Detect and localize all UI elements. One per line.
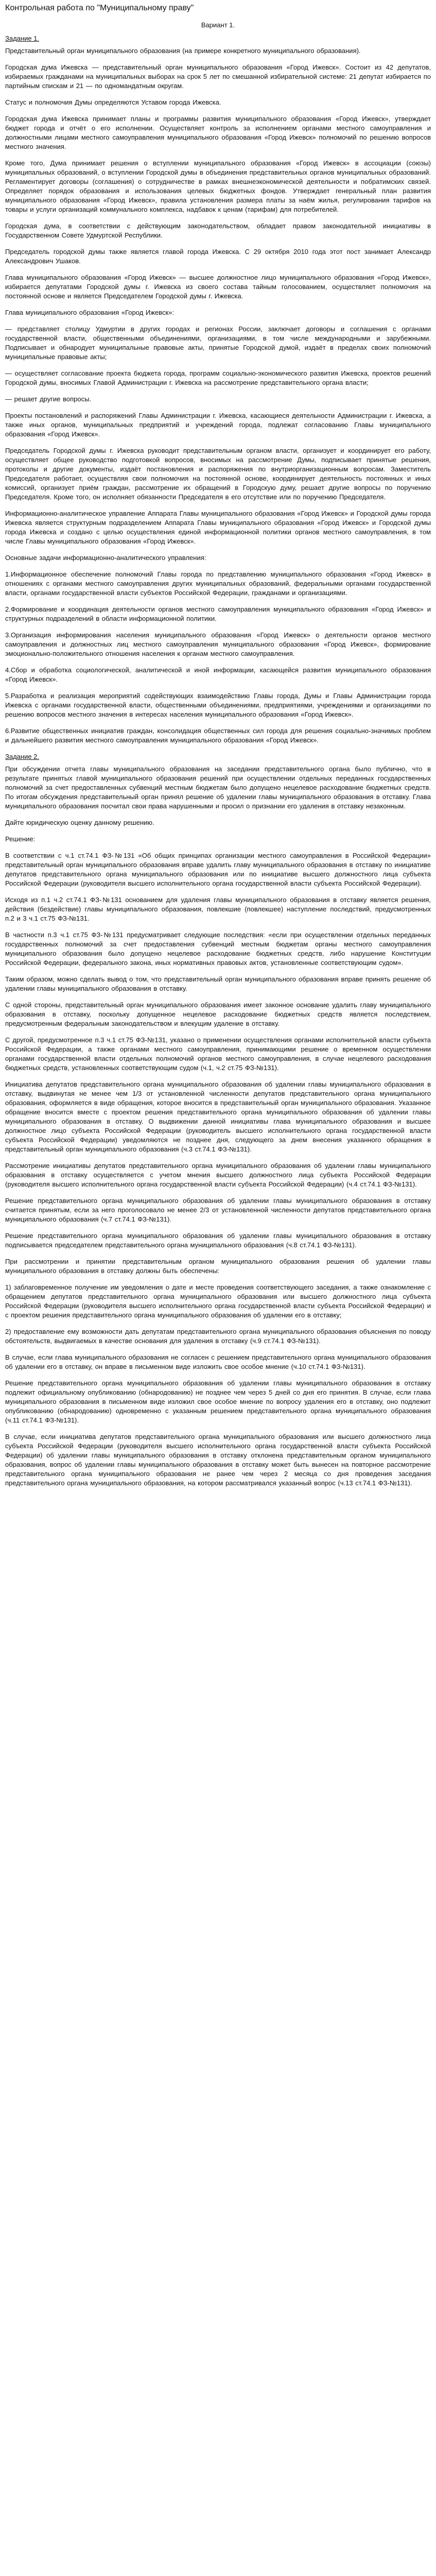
task1-paragraph: Председатель городской думы также является главой города Ижевска. С 29 октября 2010 года этот пост занимает Александр Александрович Ушаков.	[5, 248, 431, 265]
task2-paragraph: Решение:	[5, 835, 36, 843]
task1-paragraph: Проекты постановлений и распоряжений Главы Администрации г. Ижевска, касающиеся деятельности Администрации г. Ижевска, а также иных органов, муниципальных предприятий и учреждений города, подлежат согласованию Главы муниципального образования «Город Ижевск».	[5, 412, 431, 438]
task2-paragraph: Таким образом, можно сделать вывод о том, что представительный орган муниципального образования вправе принять решение об удалении главы муниципального образования в отставку.	[5, 975, 431, 992]
variant-heading: Вариант 1.	[201, 21, 235, 29]
task1-paragraph: 4.Сбор и обработка социологической, аналитической и иной информации, касающейся развития муниципального образования «Город Ижевск».	[5, 666, 431, 683]
task1-paragraph: Глава муниципального образования «Город Ижевск»:	[5, 309, 174, 316]
task1-paragraph: 1.Информационное обеспечение полномочий Главы города по представлению муниципального образования «Город Ижевск» в отношениях с органами местного самоуправления других муниципальных образований, федеральными органами государственной власти, органами государственной власти субъектов Российской Федерации, гражданами и организациями.	[5, 570, 431, 597]
task2-paragraph: В случае, если глава муниципального образования не согласен с решением представительного органа муниципального образования об удалении его в отставку, он вправе в письменном виде изложить свое особое мнение (ч.10 ст.74.1 ФЗ-№131).	[5, 1353, 431, 1370]
task1-paragraph: Кроме того, Дума принимает решения о вступлении муниципального образования «Город Ижевск» в ассоциации (союзы) муниципальных образований, о вступлении Городской думы в объединения представительных органов муниципальных образований. Регламентирует договоры (соглашения) о сотрудничестве в рамках внешнеэкономической деятельности и побратимских связей. Определяет порядок образования и использования целевых бюджетных фондов. Утверждает генеральный план развития муниципального образования «Город Ижевск», правила установления размера платы за наём жилья, регулирования тарифов на товары и услуги организаций коммунального комплекса, надбавок к ценам (тарифам) для потребителей.	[5, 159, 431, 213]
task1-paragraph: 2.Формирование и координация деятельности органов местного самоуправления муниципального образования «Город Ижевск» и структурных подразделений в области информационной политики.	[5, 605, 431, 622]
task1-paragraph: Статус и полномочия Думы определяются Уставом города Ижевска.	[5, 98, 221, 106]
task2-paragraph: В случае, если инициатива депутатов представительного органа муниципального образования или высшего должностного лица субъекта Российской Федерации (руководителя высшего исполнительного органа государственной власти субъекта Российской Федерации) об удалении главы муниципального образования в отставку отклонена представительным органом муниципального образования, вопрос об удалении главы муниципального образования в отставку может быть вынесен на повторное рассмотрение представительного органа муниципального образования не ранее чем через 2 месяца со дня проведения заседания представительного органа муниципального образования, на котором рассматривался указанный вопрос (ч.13 ст.74.1 ФЗ-№131).	[5, 1433, 431, 1487]
task1-paragraph: — решает другие вопросы.	[5, 395, 92, 403]
task1-paragraph: Председатель Городской думы г. Ижевска руководит представительным органом власти, организует и координирует его работу, осуществляет общее руководство подготовкой вопросов, вносимых на рассмотрение Думы, подписывает принятые решения, протоколы и другие документы, издаёт постановления и распоряжения по внутриорганизационным вопросам. Заместитель Председателя работает, осуществляя свои полномочия на постоянной основе, координирует деятельность постоянных и иных комиссий, организует приём граждан, рассмотрение их обращений в Городскую думу, решает другие вопросы по поручению Председателя. Кроме того, он исполняет обязанности Председателя в его отсутствие или по поручению Председателя.	[5, 447, 431, 501]
task1-paragraph: 5.Разработка и реализация мероприятий содействующих взаимодействию Главы города, Думы и Главы Администрации города Ижевска с органами государственной власти, общественными объединениями, предприятиями, учреждениями и организациями по решению вопросов местного значения в интересах населения муниципального образования «Город Ижевск».	[5, 692, 431, 718]
task1-paragraph: Городская дума Ижевска принимает планы и программы развития муниципального образования «Город Ижевск», утверждает бюджет города и отчёт о его исполнении. Осуществляет контроль за исполнением органами местного самоуправления и должностными лицами местного самоуправления муниципального образования «Город Ижевск» полномочий по решению вопросов местного значения.	[5, 115, 431, 150]
task2-paragraph: Исходя из п.1 ч.2 ст.74.1 ФЗ-№131 основанием для удаления главы муниципального образования в отставку является решения, действия (бездействие) главы муниципального образования, повлекшие (повлекшее) наступление последствий, предусмотренных п.2 и 3 ч.1 ст.75 ФЗ-№131.	[5, 896, 431, 922]
task2-paragraph: При обсуждении отчета главы муниципального образования на заседании представительного органа было публично, что в результате принятых главой муниципального образования решений при осуществлении отдельных переданных государственных полномочий за счет предоставленных субвенций местным бюджетам было допущено нецелевое расходование бюджетных средств. По итогам обсуждения представительный орган принял решение об удалении главы муниципального образования в отставку. Глава муниципального образования посчитал свои права нарушенными и просил о признании его удаления в отставку незаконным.	[5, 765, 431, 810]
task1-paragraph: Городская дума, в соответствии с действующим законодательством, обладает правом законодательной инициативы в Государственном Совете Удмуртской Республики.	[5, 222, 431, 239]
task2-paragraph: 1) заблаговременное получение им уведомления о дате и месте проведения соответствующего заседания, а также ознакомление с обращением депутатов представительного органа муниципального образования или высшего должностного лица субъекта Российской Федерации (руководителя высшего исполнительного органа государственной власти субъекта Российской Федерации) и с проектом решения представительного органа муниципального образования об удалении его в отставку;	[5, 1283, 431, 1319]
task1-body	[5, 46, 431, 745]
task1-paragraph: Представительный орган муниципального образования (на примере конкретного муниципального образования).	[5, 47, 361, 55]
task2-paragraph: Решение представительного органа муниципального образования об удалении главы муниципального образования в отставку подлежит официальному опубликованию (обнародованию) не позднее чем через 5 дней со дня его принятия. В случае, если глава муниципального образования в письменном виде изложил свое особое мнение по вопросу удаления его в отставку, оно подлежит опубликованию (обнародованию) одновременно с указанным решением представительного органа муниципального образования (ч.11 ст.74.1 ФЗ-№131).	[5, 1379, 431, 1424]
task2-paragraph: Решение представительного органа муниципального образования об удалении главы муниципального образования в отставку считается принятым, если за него проголосовало не менее 2/3 от установленной численности депутатов представительного органа муниципального образования (ч.7 ст.74.1 ФЗ-№131).	[5, 1197, 431, 1223]
task1-paragraph: Основные задачи информационно-аналитического управления:	[5, 554, 206, 562]
task2-paragraph: Решение представительного органа муниципального образования об удалении главы муниципального образования в отставку подписывается председателем представительного органа муниципального образования (ч.8 ст.74.1 ФЗ-№131).	[5, 1232, 431, 1249]
task1-paragraph: Глава муниципального образования «Город Ижевск» — высшее должностное лицо муниципального образования «Город Ижевск», избирается депутатами Городской думы г. Ижевска из своего состава тайным голосованием, осуществляет полномочия на постоянной основе и является Председателем Городской думы г. Ижевска.	[5, 274, 431, 300]
task1-paragraph: Информационно-аналитическое управление Аппарата Главы муниципального образования «Город Ижевск» и Городской думы города Ижевска является структурным подразделением Аппарата Главы муниципального образования «Город Ижевск» и Городской думы города Ижевска и создано с целью осуществления единой информационной политики органов местного самоуправления, в том числе Главы муниципального образования «Город Ижевск».	[5, 510, 431, 545]
task1-paragraph: 6.Развитие общественных инициатив граждан, консолидация общественных сил города для решения социально-значимых проблем и дальнейшего развития местного самоуправления муниципального образования «Город Ижевск».	[5, 727, 431, 744]
task1-paragraph: Городская дума Ижевска — представительный орган муниципального образования «Город Ижевск». Состоит из 42 депутатов, избираемых гражданами на муниципальных выборах на срок 5 лет по смешанной избирательной системе: 21 депутат избирается по партийным спискам и 21 — по одномандатным округам.	[5, 63, 431, 90]
task2-paragraph: С другой, предусмотренное п.3 ч.1 ст.75 ФЗ-№131, указано о применении осуществления органами исполнительной власти субъекта Российской Федерации, а также органами местного самоуправления, принимающими решение о временном осуществлении органами государственной власти отдельных полномочий органов местного самоуправления, в случае нецелевого расходования бюджетных средств, установленных соответствующим судом (ч.1, ч.2 ст.75 ФЗ-№131).	[5, 1036, 431, 1072]
task2-body	[5, 765, 431, 1488]
task1-paragraph: 3.Организация информирования населения муниципального образования «Город Ижевск» о деятельности органов местного самоуправления и должностных лиц местного самоуправления муниципального образования «Город Ижевск», формирование эмоционально-положительного отношения населения к органам местного самоуправления.	[5, 631, 431, 657]
task2-paragraph: С одной стороны, представительный орган муниципального образования имеет законное основание удалить главу муниципального образования в отставку, поскольку допущенное нецелевое расходование бюджетных средств является последствием, предусмотренным федеральным законодательством и влекущим удаление в отставку.	[5, 1001, 431, 1027]
task2-paragraph: В соответствии с ч.1 ст.74.1 ФЗ-№131 «Об общих принципах организации местного самоуправления в Российской Федерации» представительный орган муниципального образования вправе удалить главу муниципального образования в отставку по инициативе депутатов представительного органа муниципального образования или по инициативе высшего должностного лица субъекта Российской Федерации (руководителя высшего исполнительного органа государственной власти субъекта Российской Федерации).	[5, 852, 431, 887]
task2-paragraph: Рассмотрение инициативы депутатов представительного органа муниципального образования об удалении главы муниципального образования в отставку осуществляется с учетом мнения высшего должностного лица субъекта Российской Федерации (руководителя высшего исполнительного органа государственной власти субъекта Российской Федерации) (ч.4 ст.74.1 ФЗ-№131).	[5, 1162, 431, 1188]
page-title: Контрольная работа по "Муниципальному праву"	[5, 4, 194, 12]
task2-paragraph: В частности п.3 ч.1 ст.75 ФЗ-№131 предусматривает следующие последствия: «если при осуществлении отдельных переданных государственных полномочий за счет предоставления субвенций местным бюджетам органы местного самоуправления муниципального образования было допущено нецелевое расходование бюджетных средств, либо нарушение Конституции Российской Федерации, федерального закона, иных нормативных правовых актов, установленные соответствующим судом».	[5, 931, 431, 967]
task2-paragraph: При рассмотрении и принятии представительным органом муниципального образования решения об удалении главы муниципального образования в отставку должны быть обеспечены:	[5, 1258, 431, 1275]
task2-paragraph: Инициатива депутатов представительного органа муниципального образования об удалении главы муниципального образования в отставку, выдвинутая не менее чем 1/3 от установленной численности депутатов представительного органа муниципального образования, оформляется в виде обращения, которое вносится в представительный орган муниципального образования. Указанное обращение вносится вместе с проектом решения представительного органа муниципального образования об удалении главы муниципального образования в отставку. О выдвижении данной инициативы глава муниципального образования и высшее должностное лицо субъекта Российской Федерации (руководитель высшего исполнительного органа государственной власти субъекта Российской Федерации) уведомляются не позднее дня, следующего за днем внесения указанного обращения в представительный орган муниципального образования (ч.3 ст.74.1 ФЗ-№131).	[5, 1080, 431, 1153]
task2-paragraph: Дайте юридическую оценку данному решению.	[5, 819, 154, 826]
task1-paragraph: — представляет столицу Удмуртии в других городах и регионах России, заключает договоры и соглашения с органами государственной власти, общественными объединениями, организациями, в том числе международными и зарубежными. Подписывает и обнародует муниципальные правовые акты, принятые Городской думой, издаёт в пределах своих полномочий муниципальные правовые акты;	[5, 325, 431, 361]
task1-paragraph: — осуществляет согласование проекта бюджета города, программ социально-экономического развития Ижевска, проектов решений Городской думы, вносимых Главой Администрации г. Ижевска на рассмотрение представительного органа власти;	[5, 369, 431, 386]
task2-paragraph: 2) предоставление ему возможности дать депутатам представительного органа муниципального образования объяснения по поводу обстоятельств, выдвигаемых в качестве основания для удаления в отставку (ч.9 ст.74.1 ФЗ-№131).	[5, 1328, 431, 1345]
task2-heading: Задание 2.	[5, 753, 40, 760]
task1-heading: Задание 1.	[5, 35, 40, 42]
